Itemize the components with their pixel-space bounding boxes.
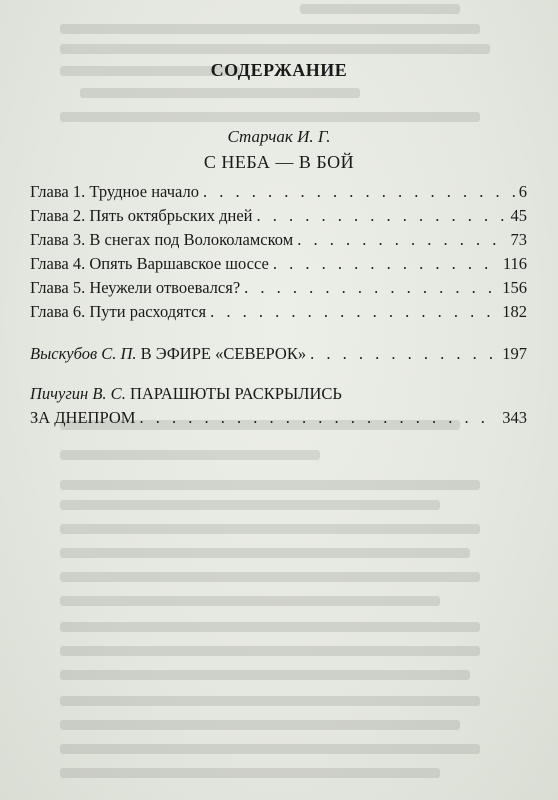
page-number: 182 <box>502 302 527 321</box>
section2-entry <box>30 344 527 368</box>
toc-entry <box>30 408 527 432</box>
toc-entry <box>30 206 527 230</box>
page-number: 73 <box>510 230 527 249</box>
section2-title: В ЭФИРЕ «СЕВЕРОК» <box>140 344 307 363</box>
section3-entry <box>30 384 527 432</box>
toc-entry <box>30 182 527 206</box>
chapter-label: Глава 2. Пять октябрьских дней <box>30 206 253 225</box>
chapter-label: Глава 6. Пути расходятся <box>30 302 207 321</box>
section3-heading <box>30 384 527 408</box>
section1-title: С НЕБА — В БОЙ <box>203 152 355 172</box>
page-number: 6 <box>518 182 527 201</box>
chapter-label: Глава 4. Опять Варшавское шоссе <box>30 254 269 273</box>
page-title: СОДЕРЖАНИЕ <box>210 60 348 80</box>
dot-leader <box>273 254 499 274</box>
toc-entry <box>30 344 527 368</box>
chapter-label: Глава 1. Трудное начало <box>30 182 199 201</box>
dot-leader <box>210 302 498 322</box>
section2-heading <box>30 344 306 364</box>
dot-leader <box>244 278 498 298</box>
chapter-list <box>30 182 527 326</box>
page-number: 343 <box>502 408 527 427</box>
toc-entry <box>30 278 527 302</box>
section1-author: Старчак И. Г. <box>227 127 331 146</box>
section3-title-line1: ПАРАШЮТЫ РАСКРЫЛИСЬ <box>129 384 342 403</box>
chapter-label: Глава 3. В снегах под Волоколамском <box>30 230 294 249</box>
dot-leader <box>203 182 515 202</box>
toc-entry <box>30 302 527 326</box>
toc-entry <box>30 230 527 254</box>
section3-author: Пичугин В. С. <box>30 384 126 403</box>
page-number: 45 <box>510 206 527 225</box>
section2-author: Выскубов С. П. <box>30 344 137 363</box>
toc-entry <box>30 254 527 278</box>
page-number: 197 <box>502 344 527 363</box>
dot-leader <box>256 206 506 226</box>
section3-title-line2: ЗА ДНЕПРОМ <box>30 408 136 427</box>
dot-leader <box>139 408 498 428</box>
page-number: 116 <box>502 254 527 273</box>
page-number: 156 <box>502 278 527 297</box>
dot-leader <box>310 344 498 364</box>
chapter-label: Глава 5. Неужели отвоевался? <box>30 278 241 297</box>
dot-leader <box>297 230 506 250</box>
